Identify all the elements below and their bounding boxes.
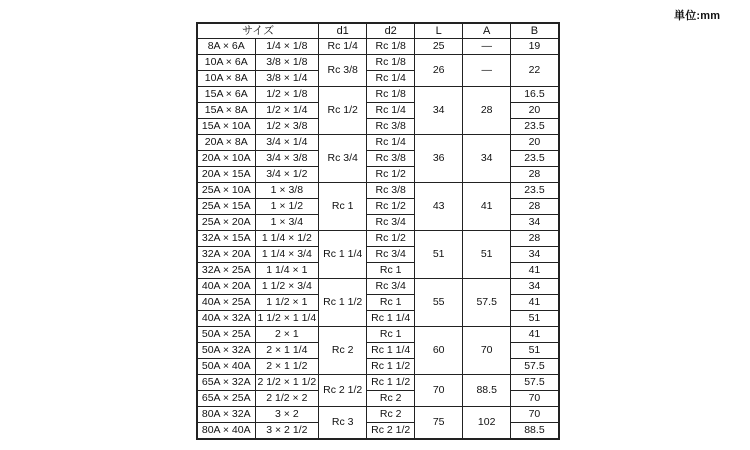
d2-cell: Rc 1/2 bbox=[367, 167, 415, 183]
d2-cell: Rc 2 bbox=[367, 407, 415, 423]
size-inch-cell: 2 × 1 bbox=[255, 327, 319, 343]
header-l: L bbox=[415, 23, 463, 39]
b-cell: 23.5 bbox=[511, 183, 559, 199]
size-inch-cell: 1 × 3/4 bbox=[255, 215, 319, 231]
table-row bbox=[197, 87, 559, 103]
d1-cell: Rc 3 bbox=[319, 407, 367, 440]
b-cell: 70 bbox=[511, 391, 559, 407]
size-inch-cell: 1 1/4 × 1/2 bbox=[255, 231, 319, 247]
size-metric-cell: 15A × 6A bbox=[197, 87, 255, 103]
size-inch-cell: 3 × 2 bbox=[255, 407, 319, 423]
table-row bbox=[197, 231, 559, 247]
l-cell: 55 bbox=[415, 279, 463, 327]
size-inch-cell: 2 1/2 × 1 1/2 bbox=[255, 375, 319, 391]
size-inch-cell: 1/2 × 3/8 bbox=[255, 119, 319, 135]
b-cell: 28 bbox=[511, 199, 559, 215]
size-inch-cell: 1/2 × 1/4 bbox=[255, 103, 319, 119]
d2-cell: Rc 1 1/2 bbox=[367, 375, 415, 391]
l-cell: 36 bbox=[415, 135, 463, 183]
b-cell: 20 bbox=[511, 135, 559, 151]
size-metric-cell: 50A × 40A bbox=[197, 359, 255, 375]
unit-label: 単位:mm bbox=[674, 10, 721, 22]
l-cell: 51 bbox=[415, 231, 463, 279]
d2-cell: Rc 3/8 bbox=[367, 151, 415, 167]
size-metric-cell: 10A × 8A bbox=[197, 71, 255, 87]
size-metric-cell: 20A × 8A bbox=[197, 135, 255, 151]
table-row bbox=[197, 407, 559, 423]
size-inch-cell: 1 1/4 × 1 bbox=[255, 263, 319, 279]
size-inch-cell: 2 × 1 1/2 bbox=[255, 359, 319, 375]
size-inch-cell: 3/4 × 1/4 bbox=[255, 135, 319, 151]
size-metric-cell: 80A × 32A bbox=[197, 407, 255, 423]
size-metric-cell: 50A × 32A bbox=[197, 343, 255, 359]
size-metric-cell: 8A × 6A bbox=[197, 39, 255, 55]
d2-cell: Rc 1 bbox=[367, 263, 415, 279]
size-metric-cell: 25A × 20A bbox=[197, 215, 255, 231]
size-inch-cell: 1/4 × 1/8 bbox=[255, 39, 319, 55]
d1-cell: Rc 3/8 bbox=[319, 55, 367, 87]
d2-cell: Rc 2 1/2 bbox=[367, 423, 415, 440]
header-a: A bbox=[463, 23, 511, 39]
size-metric-cell: 15A × 8A bbox=[197, 103, 255, 119]
d2-cell: Rc 3/4 bbox=[367, 279, 415, 295]
d2-cell: Rc 1 1/4 bbox=[367, 343, 415, 359]
b-cell: 51 bbox=[511, 311, 559, 327]
a-cell: 28 bbox=[463, 87, 511, 135]
d2-cell: Rc 1/4 bbox=[367, 135, 415, 151]
size-inch-cell: 1 × 1/2 bbox=[255, 199, 319, 215]
a-cell: — bbox=[463, 55, 511, 87]
size-inch-cell: 3/8 × 1/8 bbox=[255, 55, 319, 71]
size-metric-cell: 65A × 32A bbox=[197, 375, 255, 391]
size-metric-cell: 50A × 25A bbox=[197, 327, 255, 343]
table-row bbox=[197, 183, 559, 199]
size-inch-cell: 1 1/2 × 3/4 bbox=[255, 279, 319, 295]
b-cell: 41 bbox=[511, 263, 559, 279]
size-inch-cell: 1 1/4 × 3/4 bbox=[255, 247, 319, 263]
b-cell: 19 bbox=[511, 39, 559, 55]
d2-cell: Rc 1 bbox=[367, 327, 415, 343]
a-cell: 34 bbox=[463, 135, 511, 183]
size-inch-cell: 3/4 × 1/2 bbox=[255, 167, 319, 183]
a-cell: 57.5 bbox=[463, 279, 511, 327]
size-metric-cell: 40A × 20A bbox=[197, 279, 255, 295]
b-cell: 23.5 bbox=[511, 151, 559, 167]
header-d1: d1 bbox=[319, 23, 367, 39]
b-cell: 28 bbox=[511, 231, 559, 247]
b-cell: 34 bbox=[511, 215, 559, 231]
d2-cell: Rc 1/8 bbox=[367, 55, 415, 71]
table-row bbox=[197, 39, 559, 55]
b-cell: 70 bbox=[511, 407, 559, 423]
d1-cell: Rc 3/4 bbox=[319, 135, 367, 183]
size-metric-cell: 80A × 40A bbox=[197, 423, 255, 440]
a-cell: — bbox=[463, 39, 511, 55]
d1-cell: Rc 1 1/2 bbox=[319, 279, 367, 327]
b-cell: 22 bbox=[511, 55, 559, 87]
size-metric-cell: 25A × 10A bbox=[197, 183, 255, 199]
d1-cell: Rc 1 bbox=[319, 183, 367, 231]
d1-cell: Rc 1/2 bbox=[319, 87, 367, 135]
d1-cell: Rc 1 1/4 bbox=[319, 231, 367, 279]
spec-table bbox=[196, 22, 560, 440]
b-cell: 34 bbox=[511, 279, 559, 295]
l-cell: 26 bbox=[415, 55, 463, 87]
size-metric-cell: 40A × 25A bbox=[197, 295, 255, 311]
b-cell: 88.5 bbox=[511, 423, 559, 440]
b-cell: 41 bbox=[511, 295, 559, 311]
header-b: B bbox=[511, 23, 559, 39]
size-inch-cell: 1 1/2 × 1 bbox=[255, 295, 319, 311]
size-metric-cell: 20A × 10A bbox=[197, 151, 255, 167]
size-metric-cell: 32A × 15A bbox=[197, 231, 255, 247]
b-cell: 16.5 bbox=[511, 87, 559, 103]
b-cell: 51 bbox=[511, 343, 559, 359]
b-cell: 41 bbox=[511, 327, 559, 343]
a-cell: 41 bbox=[463, 183, 511, 231]
b-cell: 28 bbox=[511, 167, 559, 183]
d2-cell: Rc 1/2 bbox=[367, 199, 415, 215]
size-metric-cell: 65A × 25A bbox=[197, 391, 255, 407]
b-cell: 23.5 bbox=[511, 119, 559, 135]
d2-cell: Rc 3/4 bbox=[367, 215, 415, 231]
table-row bbox=[197, 135, 559, 151]
size-inch-cell: 2 × 1 1/4 bbox=[255, 343, 319, 359]
d2-cell: Rc 1/8 bbox=[367, 39, 415, 55]
size-metric-cell: 32A × 25A bbox=[197, 263, 255, 279]
d2-cell: Rc 1 1/2 bbox=[367, 359, 415, 375]
d1-cell: Rc 1/4 bbox=[319, 39, 367, 55]
b-cell: 57.5 bbox=[511, 375, 559, 391]
size-metric-cell: 10A × 6A bbox=[197, 55, 255, 71]
size-inch-cell: 1/2 × 1/8 bbox=[255, 87, 319, 103]
b-cell: 20 bbox=[511, 103, 559, 119]
l-cell: 70 bbox=[415, 375, 463, 407]
l-cell: 34 bbox=[415, 87, 463, 135]
size-metric-cell: 40A × 32A bbox=[197, 311, 255, 327]
l-cell: 75 bbox=[415, 407, 463, 440]
a-cell: 102 bbox=[463, 407, 511, 440]
table-row bbox=[197, 55, 559, 71]
header-row bbox=[197, 23, 559, 39]
size-inch-cell: 3 × 2 1/2 bbox=[255, 423, 319, 440]
d2-cell: Rc 1/2 bbox=[367, 231, 415, 247]
d2-cell: Rc 3/8 bbox=[367, 183, 415, 199]
d2-cell: Rc 1 bbox=[367, 295, 415, 311]
l-cell: 43 bbox=[415, 183, 463, 231]
size-inch-cell: 3/4 × 3/8 bbox=[255, 151, 319, 167]
a-cell: 88.5 bbox=[463, 375, 511, 407]
d1-cell: Rc 2 bbox=[319, 327, 367, 375]
size-inch-cell: 3/8 × 1/4 bbox=[255, 71, 319, 87]
a-cell: 70 bbox=[463, 327, 511, 375]
d2-cell: Rc 2 bbox=[367, 391, 415, 407]
size-inch-cell: 1 1/2 × 1 1/4 bbox=[255, 311, 319, 327]
d2-cell: Rc 1/4 bbox=[367, 71, 415, 87]
size-metric-cell: 15A × 10A bbox=[197, 119, 255, 135]
table-row bbox=[197, 279, 559, 295]
d2-cell: Rc 3/8 bbox=[367, 119, 415, 135]
b-cell: 34 bbox=[511, 247, 559, 263]
size-metric-cell: 32A × 20A bbox=[197, 247, 255, 263]
table-row bbox=[197, 375, 559, 391]
header-size: サイズ bbox=[197, 23, 319, 39]
d2-cell: Rc 1/8 bbox=[367, 87, 415, 103]
b-cell: 57.5 bbox=[511, 359, 559, 375]
l-cell: 60 bbox=[415, 327, 463, 375]
table-row bbox=[197, 327, 559, 343]
size-metric-cell: 25A × 15A bbox=[197, 199, 255, 215]
size-metric-cell: 20A × 15A bbox=[197, 167, 255, 183]
header-d2: d2 bbox=[367, 23, 415, 39]
d2-cell: Rc 3/4 bbox=[367, 247, 415, 263]
size-inch-cell: 1 × 3/8 bbox=[255, 183, 319, 199]
d2-cell: Rc 1/4 bbox=[367, 103, 415, 119]
size-inch-cell: 2 1/2 × 2 bbox=[255, 391, 319, 407]
d1-cell: Rc 2 1/2 bbox=[319, 375, 367, 407]
l-cell: 25 bbox=[415, 39, 463, 55]
a-cell: 51 bbox=[463, 231, 511, 279]
d2-cell: Rc 1 1/4 bbox=[367, 311, 415, 327]
